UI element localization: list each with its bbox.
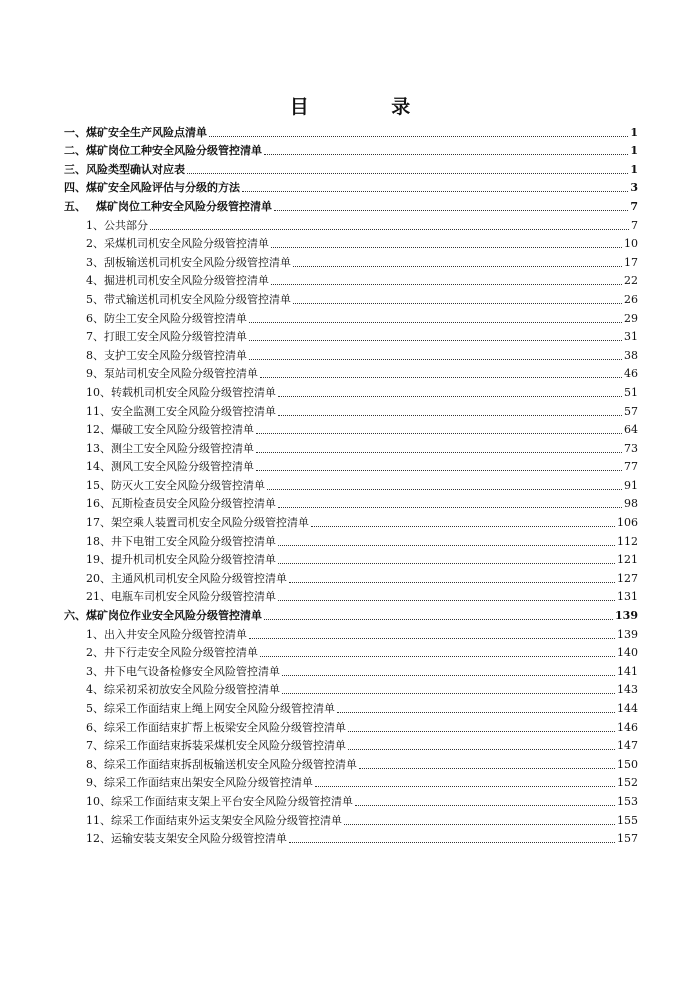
toc-entry-page-number: 77 xyxy=(624,460,638,474)
toc-entry-page-number: 147 xyxy=(617,739,638,753)
toc-entry-label xyxy=(86,313,247,325)
dot-leader xyxy=(278,562,615,564)
toc-entry-text: 安全监测工安全风险分级管控清单 xyxy=(111,404,276,418)
toc-entry-label xyxy=(86,294,291,306)
toc-entry-label xyxy=(86,498,276,510)
toc-entry-number: 1、 xyxy=(86,627,104,641)
toc-entry[interactable] xyxy=(64,827,638,846)
toc-entry-page-number: 153 xyxy=(617,794,638,808)
toc-entry[interactable] xyxy=(64,399,638,418)
dot-leader xyxy=(249,321,622,323)
toc-entry-text: 综采工作面结束支架上平台安全风险分级管控清单 xyxy=(111,794,353,808)
toc-entry-number: 11、 xyxy=(86,813,111,827)
toc-entry-text: 测风工安全风险分级管控清单 xyxy=(111,460,254,474)
toc-entry-label xyxy=(86,350,247,362)
toc-entry-label xyxy=(86,833,287,845)
toc-entry[interactable] xyxy=(64,436,638,455)
dot-leader xyxy=(264,618,613,620)
toc-entry-number: 13、 xyxy=(86,441,111,455)
toc-entry[interactable] xyxy=(64,715,638,734)
toc-entry-page-number: 141 xyxy=(617,664,638,678)
toc-entry-number: 7、 xyxy=(86,739,104,753)
toc-entry[interactable] xyxy=(64,492,638,511)
dot-leader xyxy=(249,637,615,639)
toc-entry[interactable] xyxy=(64,362,638,381)
toc-entry-label xyxy=(86,461,254,473)
toc-entry-page-number: 3 xyxy=(630,181,638,195)
toc-entry-page-number: 112 xyxy=(617,534,638,548)
toc-entry-number: 6、 xyxy=(86,720,104,734)
toc-entry-page-number: 31 xyxy=(624,330,638,344)
toc-entry-label xyxy=(86,722,346,734)
toc-entry-text: 电瓶车司机安全风险分级管控清单 xyxy=(111,590,276,604)
toc-entry[interactable] xyxy=(64,585,638,604)
toc-entry-label xyxy=(86,703,335,715)
toc-entry-page-number: 29 xyxy=(624,311,638,325)
toc-entry-number: 5、 xyxy=(86,702,104,715)
toc-entry[interactable] xyxy=(64,176,638,195)
toc-entry[interactable] xyxy=(64,678,638,697)
dot-leader xyxy=(348,730,615,732)
toc-entry-page-number: 144 xyxy=(617,702,638,715)
toc-entry[interactable] xyxy=(64,455,638,474)
dot-leader xyxy=(242,190,628,192)
toc-entry-text: 防尘工安全风险分级管控清单 xyxy=(104,311,247,325)
toc-entry-label xyxy=(86,759,357,771)
toc-entry-page-number: 155 xyxy=(617,813,638,827)
toc-entry-page-number: 98 xyxy=(624,497,638,511)
toc-entry-label xyxy=(64,145,262,157)
dot-leader xyxy=(337,711,615,713)
toc-entry-page-number: 64 xyxy=(624,423,638,437)
toc-entry-text: 防灭火工安全风险分级管控清单 xyxy=(111,478,265,492)
toc-entry-text: 综采工作面结束拆装采煤机安全风险分级管控清单 xyxy=(104,739,346,753)
toc-entry-number: 18、 xyxy=(86,534,111,548)
toc-entry-number: 3、 xyxy=(86,664,104,678)
toc-entry-text: 井下电钳工安全风险分级管控清单 xyxy=(111,534,276,548)
toc-entry[interactable] xyxy=(64,529,638,548)
toc-entry-page-number: 1 xyxy=(630,162,638,176)
toc-entry[interactable] xyxy=(64,566,638,585)
toc-entry-text: 掘进机司机安全风险分级管控清单 xyxy=(104,274,269,288)
toc-entry-label xyxy=(86,629,247,641)
toc-entry-page-number: 121 xyxy=(617,553,638,567)
dot-leader xyxy=(209,135,628,137)
toc-entry-text: 煤矿岗位工种安全风险分级管控清单 xyxy=(86,144,262,158)
toc-entry-label xyxy=(86,536,276,548)
dot-leader xyxy=(249,358,622,360)
toc-entry[interactable] xyxy=(64,659,638,678)
dot-leader xyxy=(267,488,622,490)
toc-entry[interactable] xyxy=(64,287,638,306)
toc-entry-text: 煤矿岗位工种安全风险分级管控清单 xyxy=(96,199,272,213)
toc-entry-page-number: 140 xyxy=(617,646,638,660)
toc-entry[interactable] xyxy=(64,157,638,176)
toc-entry-text: 泵站司机安全风险分级管控清单 xyxy=(104,367,258,381)
toc-entry-text: 支护工安全风险分级管控清单 xyxy=(104,348,247,362)
toc-entry-text: 综采工作面结束外运支架安全风险分级管控清单 xyxy=(111,813,342,827)
toc-entry-label xyxy=(86,387,276,399)
table-of-contents xyxy=(64,120,638,845)
toc-entry-text: 煤矿安全生产风险点清单 xyxy=(86,125,207,139)
toc-entry-number: 10、 xyxy=(86,385,111,399)
toc-entry-page-number: 150 xyxy=(617,757,638,771)
toc-entry-label xyxy=(86,554,276,566)
dot-leader xyxy=(282,692,615,694)
page-title: 目 录 xyxy=(289,96,449,118)
toc-entry-number: 9、 xyxy=(86,776,104,790)
toc-entry-label xyxy=(86,777,313,789)
toc-entry[interactable] xyxy=(64,418,638,437)
toc-entry-label xyxy=(86,406,276,418)
toc-entry-page-number: 146 xyxy=(617,720,638,734)
toc-entry-text: 公共部分 xyxy=(104,218,148,232)
dot-leader xyxy=(256,432,622,434)
toc-entry-number: 六、 xyxy=(64,609,86,623)
toc-entry-page-number: 46 xyxy=(624,367,638,381)
toc-entry-text: 运输安装支架安全风险分级管控清单 xyxy=(111,832,287,846)
toc-entry-label xyxy=(86,424,254,436)
dot-leader xyxy=(260,655,615,657)
toc-entry[interactable] xyxy=(64,325,638,344)
toc-entry[interactable] xyxy=(64,808,638,827)
toc-entry-number: 五、 xyxy=(64,199,86,213)
toc-entry-text: 转载机司机安全风险分级管控清单 xyxy=(111,385,276,399)
toc-entry-page-number: 7 xyxy=(631,218,638,232)
toc-entry-number: 二、 xyxy=(64,144,86,158)
toc-entry-label xyxy=(86,815,342,827)
toc-entry-text: 风险类型确认对应表 xyxy=(86,162,185,176)
toc-entry-text: 刮板输送机司机安全风险分级管控清单 xyxy=(104,255,291,269)
dot-leader xyxy=(274,209,628,211)
dot-leader xyxy=(278,544,615,546)
toc-entry-label xyxy=(64,610,262,622)
toc-entry-text: 提升机司机安全风险分级管控清单 xyxy=(111,553,276,567)
dot-leader xyxy=(249,339,622,341)
toc-entry-number: 19、 xyxy=(86,553,111,567)
toc-entry-text: 瓦斯检查员安全风险分级管控清单 xyxy=(111,497,276,511)
toc-entry-text: 打眼工安全风险分级管控清单 xyxy=(104,330,247,344)
toc-entry-label xyxy=(86,647,258,659)
toc-entry-page-number: 139 xyxy=(617,627,638,641)
toc-entry-label xyxy=(86,275,269,287)
toc-entry-page-number: 106 xyxy=(617,516,638,530)
toc-entry[interactable] xyxy=(64,696,638,715)
toc-entry-number: 9、 xyxy=(86,367,104,381)
toc-entry-number: 10、 xyxy=(86,794,111,808)
dot-leader xyxy=(293,265,622,267)
toc-entry[interactable] xyxy=(64,641,638,660)
toc-entry-label xyxy=(86,591,276,603)
toc-entry-number: 4、 xyxy=(86,274,104,288)
toc-entry[interactable] xyxy=(64,622,638,641)
dot-leader xyxy=(278,414,622,416)
toc-entry-number: 四、 xyxy=(64,181,86,195)
toc-entry-number: 三、 xyxy=(64,162,86,176)
dot-leader xyxy=(293,302,622,304)
toc-entry-page-number: 131 xyxy=(617,590,638,604)
toc-entry-number: 7、 xyxy=(86,330,104,344)
dot-leader xyxy=(264,153,628,155)
dot-leader xyxy=(278,506,622,508)
toc-entry-page-number: 17 xyxy=(624,255,638,269)
dot-leader xyxy=(311,525,615,527)
toc-entry-page-number: 127 xyxy=(617,571,638,585)
dot-leader xyxy=(289,581,615,583)
toc-entry-page-number: 22 xyxy=(624,274,638,288)
toc-entry[interactable] xyxy=(64,250,638,269)
dot-leader xyxy=(271,246,622,248)
toc-entry-text: 综采工作面结束拆刮板输送机安全风险分级管控清单 xyxy=(104,757,357,771)
toc-entry-text: 井下电气设备检修安全风险管控清单 xyxy=(104,664,280,678)
toc-entry-label xyxy=(64,182,240,194)
toc-entry[interactable] xyxy=(64,269,638,288)
toc-entry[interactable] xyxy=(64,771,638,790)
toc-entry-label xyxy=(64,201,272,213)
toc-entry[interactable] xyxy=(64,752,638,771)
toc-entry-text: 综采工作面结束出架安全风险分级管控清单 xyxy=(104,776,313,790)
toc-entry-number: 2、 xyxy=(86,237,104,251)
toc-entry-label xyxy=(86,740,346,752)
toc-entry-text: 带式输送机司机安全风险分级管控清单 xyxy=(104,292,291,306)
toc-entry-label xyxy=(86,220,148,232)
toc-entry-label xyxy=(86,517,309,529)
toc-entry-label xyxy=(86,573,287,585)
toc-entry-number: 12、 xyxy=(86,423,111,437)
toc-entry[interactable] xyxy=(64,380,638,399)
toc-entry[interactable] xyxy=(64,306,638,325)
toc-entry-text: 综采工作面结束上绳上网安全风险分级管控清单 xyxy=(104,702,335,715)
toc-entry-text: 架空乘人装置司机安全风险分级管控清单 xyxy=(111,516,309,530)
toc-entry-number: 8、 xyxy=(86,348,104,362)
toc-entry-label xyxy=(64,164,185,176)
dot-leader xyxy=(344,823,615,825)
toc-entry-label xyxy=(86,238,269,250)
toc-entry-label xyxy=(86,796,353,808)
toc-entry-text: 主通风机司机安全风险分级管控清单 xyxy=(111,571,287,585)
toc-entry-page-number: 152 xyxy=(617,776,638,790)
toc-entry-page-number: 73 xyxy=(624,441,638,455)
dot-leader xyxy=(256,469,622,471)
toc-entry-label xyxy=(86,480,265,492)
toc-entry[interactable] xyxy=(64,603,638,622)
toc-entry-page-number: 57 xyxy=(624,404,638,418)
toc-entry-page-number: 143 xyxy=(617,683,638,697)
toc-entry-page-number: 38 xyxy=(624,348,638,362)
toc-entry-number: 21、 xyxy=(86,590,111,604)
dot-leader xyxy=(359,767,615,769)
toc-entry-number: 17、 xyxy=(86,516,111,530)
dot-leader xyxy=(150,228,629,230)
toc-entry-text: 煤矿岗位作业安全风险分级管控清单 xyxy=(86,609,262,623)
toc-entry-number: 15、 xyxy=(86,478,111,492)
toc-entry[interactable] xyxy=(64,548,638,567)
dot-leader xyxy=(271,283,622,285)
toc-entry-text: 井下行走安全风险分级管控清单 xyxy=(104,646,258,660)
toc-entry[interactable] xyxy=(64,213,638,232)
toc-entry-page-number: 10 xyxy=(624,237,638,251)
toc-entry-label xyxy=(86,368,258,380)
dot-leader xyxy=(260,376,622,378)
toc-entry[interactable] xyxy=(64,734,638,753)
toc-entry-page-number: 26 xyxy=(624,292,638,306)
toc-entry-text: 综采工作面结束扩帮上板梁安全风险分级管控清单 xyxy=(104,720,346,734)
toc-entry-label xyxy=(86,666,280,678)
toc-entry-number: 4、 xyxy=(86,683,104,697)
toc-entry-number: 8、 xyxy=(86,757,104,771)
toc-entry-label xyxy=(86,331,247,343)
dot-leader xyxy=(187,172,628,174)
toc-entry-number: 11、 xyxy=(86,404,111,418)
toc-entry-number: 一、 xyxy=(64,125,86,139)
toc-entry-number: 2、 xyxy=(86,646,104,660)
toc-entry-page-number: 91 xyxy=(624,478,638,492)
toc-entry-number: 16、 xyxy=(86,497,111,511)
toc-entry-label xyxy=(86,684,280,696)
toc-entry-page-number: 157 xyxy=(617,832,638,846)
toc-entry-page-number: 1 xyxy=(630,144,638,158)
toc-entry-text: 出入井安全风险分级管控清单 xyxy=(104,627,247,641)
dot-leader xyxy=(278,599,615,601)
toc-entry-label xyxy=(64,127,207,139)
toc-entry-text: 采煤机司机安全风险分级管控清单 xyxy=(104,237,269,251)
toc-entry-label xyxy=(86,443,254,455)
toc-entry-page-number: 1 xyxy=(630,125,638,139)
toc-entry[interactable] xyxy=(64,232,638,251)
dot-leader xyxy=(256,451,622,453)
toc-entry[interactable] xyxy=(64,194,638,213)
dot-leader xyxy=(315,785,615,787)
toc-entry-text: 爆破工安全风险分级管控清单 xyxy=(111,423,254,437)
toc-entry[interactable] xyxy=(64,139,638,158)
toc-entry[interactable] xyxy=(64,120,638,139)
toc-entry-text: 综采初采初放安全风险分级管控清单 xyxy=(104,683,280,697)
dot-leader xyxy=(355,804,615,806)
toc-entry[interactable] xyxy=(64,343,638,362)
toc-entry-number: 12、 xyxy=(86,832,111,846)
dot-leader xyxy=(282,674,615,676)
dot-leader xyxy=(289,841,615,843)
toc-entry-page-number: 139 xyxy=(615,609,638,623)
dot-leader xyxy=(278,395,622,397)
toc-entry-number: 14、 xyxy=(86,460,111,474)
toc-entry[interactable] xyxy=(64,473,638,492)
toc-entry-number: 1、 xyxy=(86,218,104,232)
toc-entry-label xyxy=(86,257,291,269)
toc-entry-page-number: 7 xyxy=(630,199,638,213)
toc-entry-number: 5、 xyxy=(86,292,104,306)
toc-entry[interactable] xyxy=(64,789,638,808)
toc-entry-text: 煤矿安全风险评估与分级的方法 xyxy=(86,181,240,195)
toc-entry-number: 20、 xyxy=(86,571,111,585)
dot-leader xyxy=(348,748,615,750)
toc-entry-number: 3、 xyxy=(86,255,104,269)
toc-entry-page-number: 51 xyxy=(624,385,638,399)
toc-entry-text: 测尘工安全风险分级管控清单 xyxy=(111,441,254,455)
toc-entry-number: 6、 xyxy=(86,311,104,325)
toc-entry[interactable] xyxy=(64,510,638,529)
